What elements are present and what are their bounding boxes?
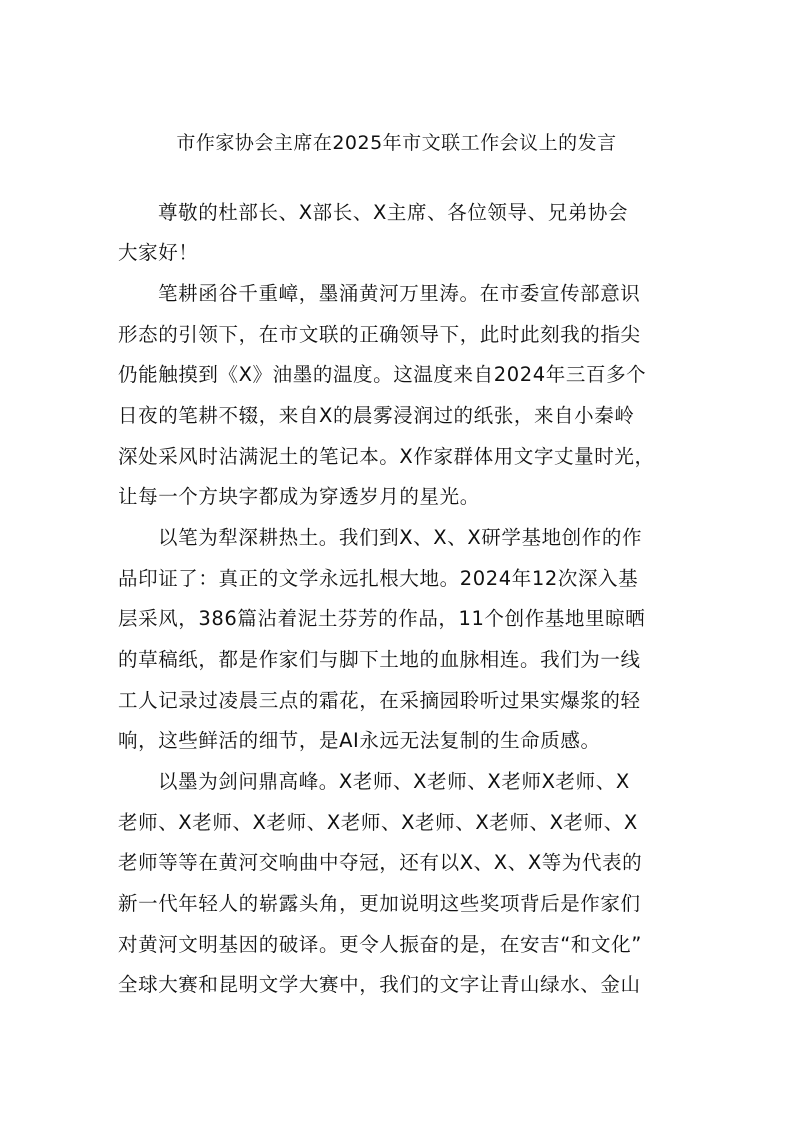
paragraph-line: 工人记录过凌晨三点的霜花，在采摘园聆听过果实爆浆的轻 xyxy=(118,689,641,712)
paragraph-line: 层采风，386篇沾着泥土芬芳的作品，11个创作基地里晾晒 xyxy=(118,607,646,630)
paragraph-line: 响，这些鲜活的细节，是AI永远无法复制的生命质感。 xyxy=(118,729,601,752)
paragraph-line: 深处采风时沾满泥土的笔记本。X作家群体用文字丈量时光， xyxy=(118,445,655,468)
paragraph-line: 形态的引领下，在市文联的正确领导下，此时此刻我的指尖 xyxy=(118,323,641,346)
paragraph-line: 全球大赛和昆明文学大赛中，我们的文字让青山绿水、金山 xyxy=(118,973,641,996)
paragraph-line: 笔耕函谷千重嶂，墨涌黄河万里涛。在市委宣传部意识 xyxy=(158,282,641,305)
paragraph-line: 品印证了：真正的文学永远扎根大地。2024年12次深入基 xyxy=(118,567,639,590)
paragraph-line: 老师等等在黄河交响曲中夺冠，还有以X、X、X等为代表的 xyxy=(118,851,643,874)
paragraph-line: 仍能触摸到《X》油墨的温度。这温度来自2024年三百多个 xyxy=(118,363,647,386)
paragraph-line: 对黄河文明基因的破译。更令人振奋的是，在安吉“和文化” xyxy=(118,933,642,956)
paragraph-line: 以墨为剑问鼎高峰。X老师、X老师、X老师X老师、X xyxy=(158,770,630,793)
paragraph-line: 老师、X老师、X老师、X老师、X老师、X老师、X老师、X xyxy=(118,811,638,834)
paragraph-line: 大家好！ xyxy=(118,241,199,264)
paragraph-line: 新一代年轻人的崭露头角，更加说明这些奖项背后是作家们 xyxy=(118,892,641,915)
paragraph-line: 日夜的笔耕不辍，来自X的晨雾浸润过的纸张，来自小秦岭 xyxy=(118,404,635,427)
paragraph-line: 以笔为犁深耕热土。我们到X、X、X研学基地创作的作 xyxy=(158,526,643,549)
document-title: 市作家协会主席在2025年市文联工作会议上的发言 xyxy=(176,132,617,154)
paragraph-line: 尊敬的杜部长、X部长、X主席、各位领导、兄弟协会 xyxy=(158,201,629,224)
paragraph-line: 的草稿纸，都是作家们与脚下土地的血脉相连。我们为一线 xyxy=(118,648,641,671)
paragraph-line: 让每一个方块字都成为穿透岁月的星光。 xyxy=(118,485,480,508)
